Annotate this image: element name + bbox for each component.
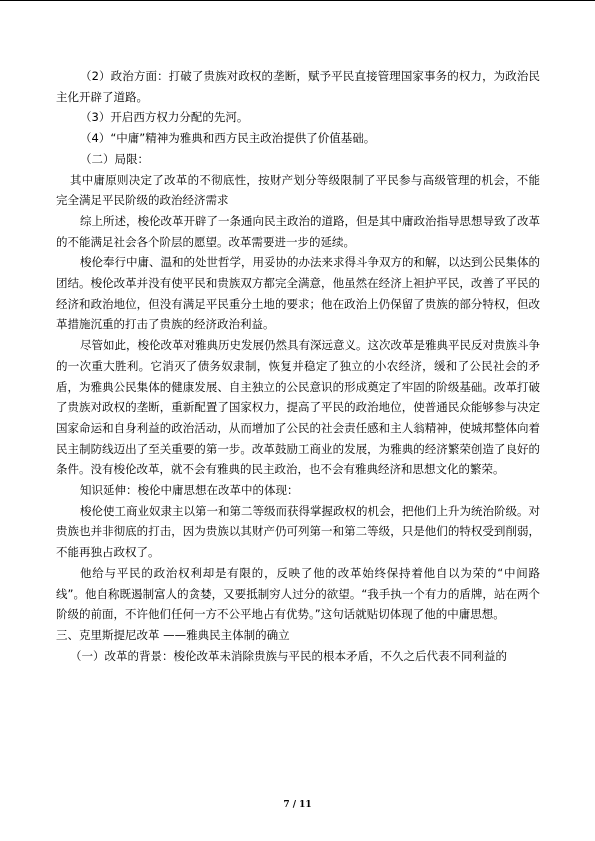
paragraph-significance: 尽管如此，梭伦改革对雅典历史发展仍然具有深远意义。这次改革是雅典平民反对贵族斗争的一次重大胜利。它消灭了债务奴隶制，恢复并稳定了独立的小农经济，缓和了公民社会的矛盾，为雅典公民集体的健康发展、自主独立的公民意识的形成奠定了牢固的阶级基础。改革打破了贵族对政权的垄断，重新配置了国家权力，提高了平民的政治地位，使普通民众能够参与决定国家命运和自身利益的政治活动，从而增加了公民的社会责任感和主人翁精神，使城邦整体向着民主制防线迈出了至关重要的第一步。改革鼓励工商业的发展，为雅典的经济繁荣创造了良好的条件。没有梭伦改革，就不会有雅典的民主政治，也不会有雅典经济和思想文化的繁荣。 — [56, 338, 540, 477]
extension-heading: 知识延伸：梭伦中庸思想在改革中的体现： — [80, 483, 299, 498]
paragraph-mild-philosophy: 梭伦奉行中庸、温和的处世哲学，用妥协的办法来求得斗争双方的和解，以达到公民集体的团结。梭伦改革并没有使平民和贵族双方都完全满意，他虽然在经济上袒护平民，改善了平民的经济和政治地位，但没有满足平民重分土地的要求；他在政治上仍保留了贵族的部分特权，但改革措施沉重的打击了贵族的经济政治利益。 — [56, 255, 540, 332]
paragraph-political-aspect: （2）政治方面：打破了贵族对政权的垄断，赋予平民直接管理国家事务的权力，为政治民主化开辟了道路。 — [56, 69, 540, 104]
paragraph-extension-2: 他给与平民的政治权利却是有限的，反映了他的改革始终保持着他自以为荣的“中间路线”。他自称既遏制富人的贪婪，又要抵制穷人过分的欲望。“我手执一个有力的盾牌，站在两个阶级的前面，不许他们任何一方不公平地占有优势。”这句话就贴切体现了他的中庸思想。 — [56, 565, 540, 622]
paragraph-separation-powers: （3）开启西方权力分配的先河。 — [80, 110, 249, 125]
section-heading-three: 三、克里斯提尼改革 ——雅典民主体制的确立 — [56, 627, 290, 642]
top-border-line — [0, 0, 595, 1]
paragraph-summary: 综上所述，梭伦改革开辟了一条通向民主政治的道路，但是其中庸政治指导思想导致了改革的不能满足社会各个阶层的愿望。改革需要进一步的延续。 — [56, 213, 540, 249]
paragraph-background: （一）改革的背景：梭伦改革未消除贵族与平民的根本矛盾，不久之后代表不同利益的 — [70, 648, 507, 663]
paragraph-zhongyong-spirit: （4）“中庸”精神为雅典和西方民主政治提供了价值基础。 — [80, 131, 376, 146]
paragraph-limitations: 其中庸原则决定了改革的不彻底性，按财产划分等级限制了平民参与高级管理的机会，不能完全满足平民阶级的政治经济需求 — [56, 172, 540, 208]
limitations-heading: （二）局限： — [80, 151, 149, 166]
document-body — [56, 66, 540, 666]
page-number: 7 / 11 — [283, 800, 312, 810]
paragraph-extension-1: 梭伦使工商业奴隶主以第一和第二等级而获得掌握政权的机会，把他们上升为统治阶级。对贵族也并非彻底的打击，因为贵族以其财产仍可列第一和第二等级，只是他们的特权受到削弱，不能再独占政权了。 — [56, 503, 540, 560]
